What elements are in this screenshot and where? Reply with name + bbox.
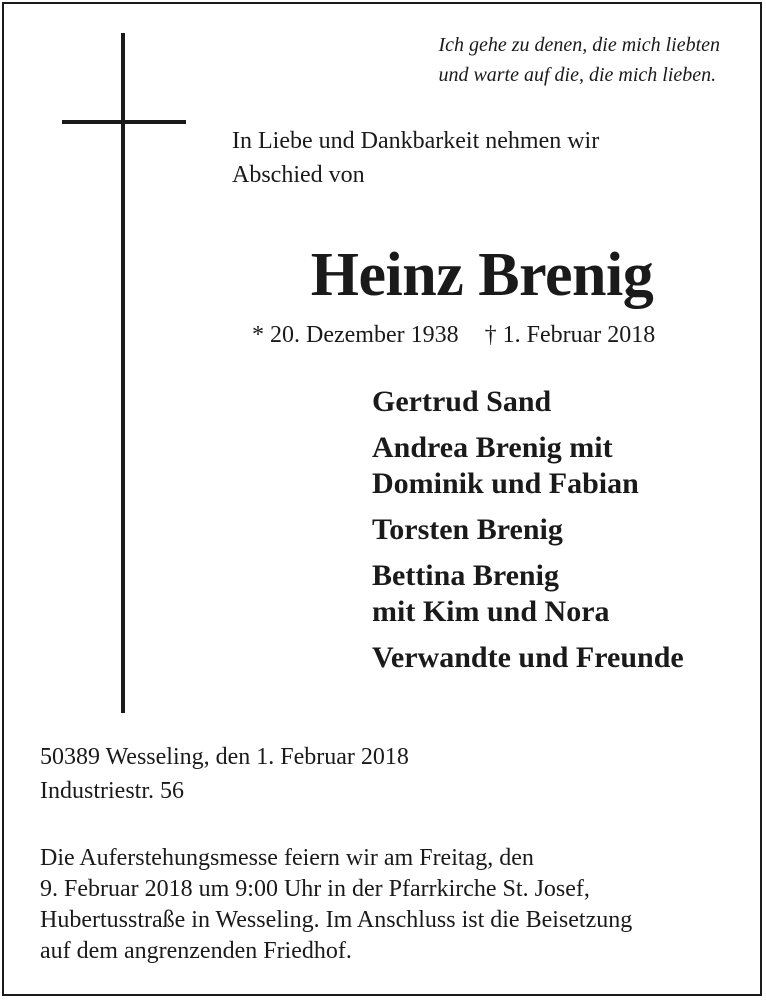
death-date: † 1. Februar 2018 (484, 322, 656, 348)
intro-line: Abschied von (232, 162, 365, 188)
deceased-name: Heinz Brenig (310, 241, 654, 309)
mourner-entry (372, 430, 684, 502)
motto-line: Ich gehe zu denen, die mich liebten (438, 34, 720, 56)
mourner-line: Andrea Brenig mit (372, 431, 613, 464)
mourner-line: Verwandte und Freunde (372, 641, 684, 674)
service-line: 9. Februar 2018 um 9:00 Uhr in der Pfarrkirche St. Josef, (40, 876, 590, 902)
mourners-list (372, 384, 684, 686)
service-line: Die Auferstehungsmesse feiern wir am Freitag, den (40, 845, 534, 871)
mourner-line: mit Kim und Nora (372, 595, 610, 628)
cross-icon-bar (62, 120, 186, 124)
address-block (40, 740, 409, 808)
mourner-entry (372, 512, 684, 548)
address-line: 50389 Wesseling, den 1. Februar 2018 (40, 744, 409, 770)
address-line: Industriestr. 56 (40, 778, 184, 804)
motto-quote (438, 30, 720, 90)
motto-line: und warte auf die, die mich lieben. (438, 64, 717, 86)
mourner-line: Torsten Brenig (372, 513, 563, 546)
service-line: Hubertusstraße in Wesseling. Im Anschluss ist die Beisetzung (40, 907, 633, 933)
mourner-entry (372, 558, 684, 630)
mourner-entry (372, 384, 684, 420)
mourner-line: Gertrud Sand (372, 385, 552, 418)
intro-line: In Liebe und Dankbarkeit nehmen wir (232, 128, 600, 154)
life-dates (252, 318, 655, 352)
mourner-entry (372, 640, 684, 676)
cross-icon (121, 33, 125, 713)
service-info (40, 843, 632, 967)
service-line: auf dem angrenzenden Friedhof. (40, 938, 352, 964)
intro-text (232, 124, 599, 192)
birth-date: * 20. Dezember 1938 (252, 322, 459, 348)
mourner-line: Dominik und Fabian (372, 467, 639, 500)
mourner-line: Bettina Brenig (372, 559, 559, 592)
